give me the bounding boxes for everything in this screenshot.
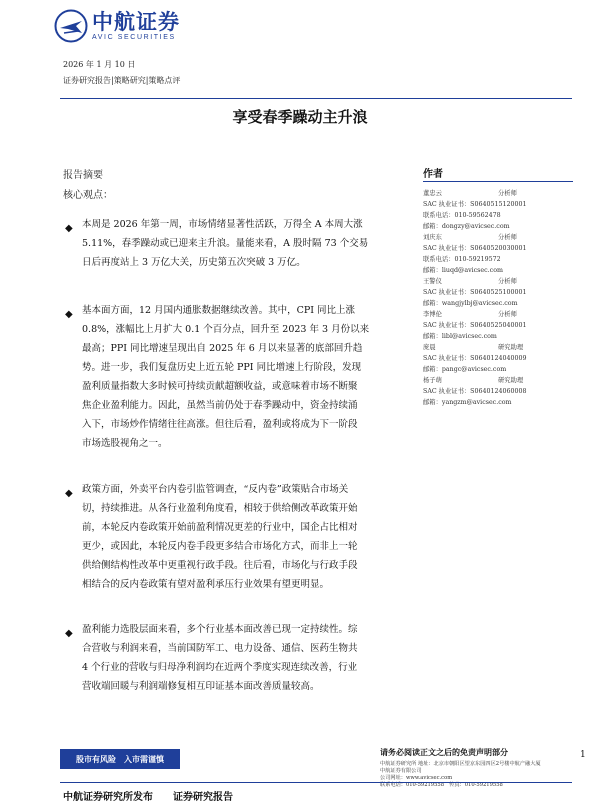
point-line: 入下，市场炒作情绪往往高涨。但往后看，盈利或将成为下一阶段 [82,419,358,430]
bullet-diamond-icon: ◆ [65,309,73,320]
point-line: 基本面方面，12 月国内通胀数据继续改善。其中，CPI 同比上涨 [82,305,356,316]
header-divider [60,98,572,99]
authors-heading: 作者 [423,165,573,182]
report-date: 2026 年 1 月 10 日 [63,60,136,69]
author-email[interactable]: 邮箱：libl@avicsec.com [423,333,497,340]
author-cert: SAC 执业证书：S0640124060008 [423,388,527,395]
author-cert: SAC 执业证书：S0640525040001 [423,322,527,329]
author-email[interactable]: 邮箱：dongzy@avicsec.com [423,223,510,230]
point-line: 相结合的反内卷政策有望对盈利承压行业效果有望更明显。 [82,579,330,590]
footer-publisher: 中航证券研究所发布 证券研究报告 [63,792,233,803]
author-tel: 联系电话：010-59562478 [423,212,501,219]
point-line: 更少，或因此，本轮反内卷手段更多结合市场化方式，而非上一轮 [82,541,358,552]
logo-english-name: AVIC SECURITIES [92,34,176,41]
point-profitability [82,620,402,696]
author-email[interactable]: 邮箱：yangzm@avicsec.com [423,399,512,406]
author-role: 分析师 [498,190,517,197]
avic-logo-icon [54,9,88,43]
author-role: 分析师 [498,278,517,285]
point-line: 4 个行业的营收与归母净利润均在近两个季度实现连续改善，行业 [82,662,358,673]
author-name: 庞晨 [423,344,436,351]
author-tel: 联系电话：010-59219572 [423,256,501,263]
bullet-diamond-icon: ◆ [65,223,73,234]
point-policy [82,480,402,594]
author-cert: SAC 执业证书：S0640525100001 [423,289,527,296]
author-name: 王警仪 [423,278,442,285]
author-name: 杨子萌 [423,377,442,384]
bullet-diamond-icon: ◆ [65,488,73,499]
point-line: 切，持续推进。从各行业盈利角度看，相较于供给侧改革政策开始 [82,503,358,514]
point-line: 最高；PPI 同比增速呈现出自 2025 年 6 月以来显著的底部回升趋 [82,343,363,354]
author-email[interactable]: 邮箱：liuqd@avicsec.com [423,267,503,274]
footer-phone: 联系电话：010-59219558 传真：010-59219558 [380,782,503,788]
summary-label: 报告摘要 [63,170,103,181]
point-line: 本周是 2026 年第一周，市场情绪显著性活跃，万得全 A 本周大涨 [82,219,363,230]
author-card [423,309,573,342]
point-line: 势。进一步，我们复盘历史上近五轮 PPI 同比增速上行阶段，发现 [82,362,362,373]
author-role: 研究助理 [498,377,524,384]
report-title: 享受春季躁动主升浪 [232,108,368,126]
core-view-label: 核心观点： [63,190,113,201]
author-cert: SAC 执业证书：S0640515120001 [423,201,527,208]
point-line: 0.8%，涨幅比上月扩大 0.1 个百分点，回升至 2023 年 3 月份以来 [82,324,370,335]
author-role: 研究助理 [498,344,524,351]
point-line: 盈利能力选股层面来看，多个行业基本面改善已现一定持续性。综 [82,624,358,635]
author-card [423,375,573,408]
risk-warning: 股市有风险 入市需谨慎 [76,754,164,764]
footer-website[interactable]: 公司网址：www.avicsec.com [380,775,453,781]
footer-divider [60,782,572,783]
author-role: 分析师 [498,311,517,318]
author-card [423,232,573,276]
author-card [423,188,573,232]
company-logo [54,8,180,44]
author-name: 李博伦 [423,311,442,318]
page-number: 1 [580,750,586,760]
point-line: 5.11%，春季躁动或已迎来主升浪。量能来看，A 股时隔 73 个交易 [82,238,369,249]
author-name: 刘庆东 [423,234,442,241]
point-fundamentals [82,301,402,453]
authors-sidebar [423,165,573,408]
footer-address: 中航证券研究所 地址：北京市朝阳区望京东园四区2号楼中航产融大厦 [380,761,541,767]
disclaimer-notice: 请务必阅读正文之后的免责声明部分 [380,747,508,757]
bullet-diamond-icon: ◆ [65,628,73,639]
point-line: 市场选股视角之一。 [82,438,168,449]
point-line: 供给侧结构性改革中更重视行政手段。往后看，市场化与行政手段 [82,560,358,571]
point-line: 营收端回暖与利润端修复相互印证基本面改善质量较高。 [82,681,320,692]
author-name: 董忠云 [423,190,442,197]
point-line: 前，本轮反内卷政策开始前盈利情况更差的行业中，国企占比相对 [82,522,358,533]
point-line: 合营收与利润来看，当前国防军工、电力设备、通信、医药生物共 [82,643,358,654]
logo-chinese-name: 中航证券 [92,10,180,34]
author-cert: SAC 执业证书：S0640520030001 [423,245,527,252]
report-category: 证券研究报告|策略研究|策略点评 [63,76,181,85]
footer-company: 中航证券有限公司 [380,768,422,774]
author-card [423,276,573,309]
point-line: 日后再度站上 3 万亿大关，历史第五次突破 3 万亿。 [82,257,306,268]
author-email[interactable]: 邮箱：pangc@avicsec.com [423,366,507,373]
point-line: 政策方面，外卖平台内卷引监管调查，“反内卷”政策贴合市场关 [82,484,349,495]
point-line: 盈利质量指数大多时候可持续贡献超额收益，或意味着市场不断聚 [82,381,358,392]
author-cert: SAC 执业证书：S0640124040009 [423,355,527,362]
author-email[interactable]: 邮箱：wangjylbj@avicsec.com [423,300,518,307]
point-line: 焦企业盈利能力。因此，虽然当前仍处于春季躁动中，资金持续涌 [82,400,358,411]
point-market [82,215,402,272]
author-role: 分析师 [498,234,517,241]
author-card [423,342,573,375]
